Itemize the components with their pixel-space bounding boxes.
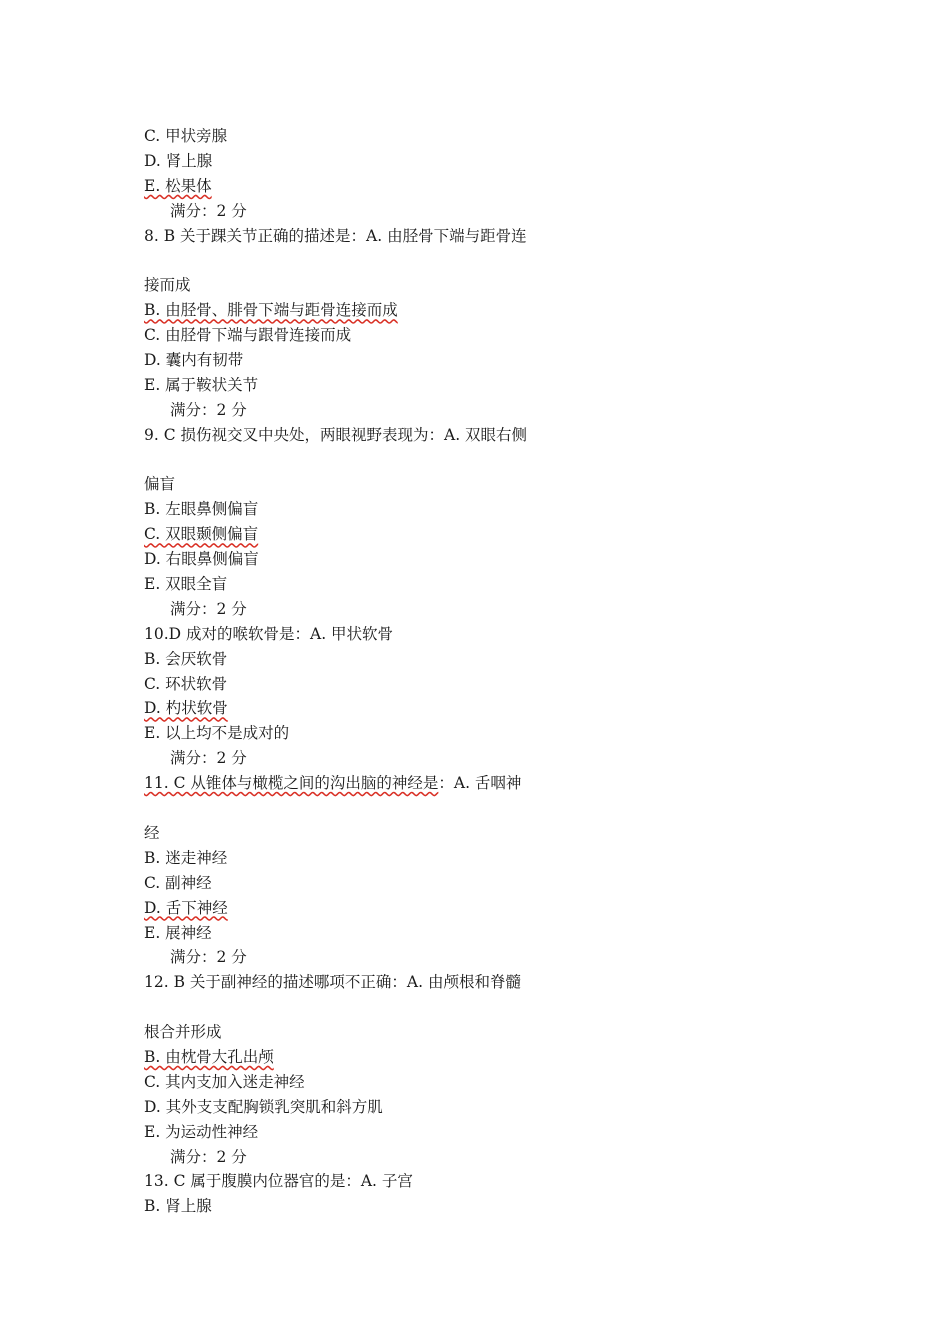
question-text: 9. C 损伤视交叉中央处，两眼视野表现为：A. 双眼右侧 — [144, 425, 528, 444]
option-line — [144, 273, 824, 298]
score-text: 满分：2 分 — [170, 599, 247, 618]
blank-line — [144, 796, 824, 821]
correct-answer-line — [144, 1045, 824, 1070]
option-line — [144, 647, 824, 672]
blank-line — [144, 995, 824, 1020]
option-text: 接而成 — [144, 276, 191, 295]
option-text: E. 为运动性神经 — [144, 1122, 259, 1141]
option-line — [144, 1095, 824, 1120]
question-text: 12. B 关于副神经的描述哪项不正确：A. 由颅根和脊髓 — [144, 973, 521, 992]
score-text: 满分：2 分 — [170, 400, 247, 419]
score-line — [144, 199, 824, 224]
blank-line — [144, 248, 824, 273]
option-text: D. 右眼鼻侧偏盲 — [144, 550, 259, 569]
option-text: C. 甲状旁腺 — [144, 127, 228, 145]
option-line — [144, 547, 824, 572]
correct-answer-text: D. 杓状软骨 — [144, 699, 228, 718]
correct-answer-line — [144, 896, 824, 921]
option-line — [144, 472, 824, 497]
option-line — [144, 497, 824, 522]
correct-answer-text: B. 由胫骨、腓骨下端与距骨连接而成 — [144, 301, 398, 320]
option-text: E. 展神经 — [144, 923, 212, 942]
option-text: C. 其内支加入迷走神经 — [144, 1072, 305, 1091]
option-text: B. 肾上腺 — [144, 1197, 212, 1216]
option-text: B. 会厌软骨 — [144, 649, 228, 668]
option-line — [144, 1070, 824, 1095]
score-line — [144, 1145, 824, 1170]
option-text: E. 以上均不是成对的 — [144, 724, 290, 743]
score-line — [144, 398, 824, 423]
score-line — [144, 597, 824, 622]
option-line — [144, 821, 824, 846]
option-text: 偏盲 — [144, 475, 176, 494]
score-text: 满分：2 分 — [170, 749, 247, 768]
option-line — [144, 846, 824, 871]
option-text: D. 肾上腺 — [144, 151, 213, 170]
option-line — [144, 373, 824, 398]
option-text: D. 其外支支配胸锁乳突肌和斜方肌 — [144, 1097, 383, 1116]
correct-answer-line — [144, 522, 824, 547]
option-line — [144, 149, 824, 174]
score-text: 满分：2 分 — [170, 201, 247, 220]
option-text: B. 左眼鼻侧偏盲 — [144, 500, 259, 519]
score-line — [144, 945, 824, 970]
option-text: B. 迷走神经 — [144, 848, 228, 867]
correct-answer-line — [144, 696, 824, 721]
option-line — [144, 921, 824, 946]
score-text: 满分：2 分 — [170, 948, 247, 967]
question-line — [144, 771, 824, 796]
score-text: 满分：2 分 — [170, 1147, 247, 1166]
option-line — [144, 572, 824, 597]
question-text: 13. C 属于腹膜内位器官的是：A. 子宫 — [144, 1172, 413, 1191]
question-text: 8. B 关于踝关节正确的描述是：A. 由胫骨下端与距骨连 — [144, 226, 527, 245]
correct-answer-line — [144, 174, 824, 199]
option-text: E. 双眼全盲 — [144, 575, 228, 594]
question-line — [144, 622, 824, 647]
option-text: C. 由胫骨下端与跟骨连接而成 — [144, 326, 352, 345]
score-line — [144, 746, 824, 771]
correct-answer-text: E. 松果体 — [144, 176, 212, 195]
option-line — [144, 1194, 824, 1219]
question-line — [144, 224, 824, 249]
correct-answer-text: C. 双眼颞侧偏盲 — [144, 525, 259, 544]
option-line — [144, 1020, 824, 1045]
option-line — [144, 124, 824, 149]
option-line — [144, 1120, 824, 1145]
option-line — [144, 348, 824, 373]
option-line — [144, 871, 824, 896]
question-line — [144, 970, 824, 995]
correct-answer-line — [144, 298, 824, 323]
option-text: C. 环状软骨 — [144, 674, 228, 693]
question-line — [144, 423, 824, 448]
question-line — [144, 1169, 824, 1194]
question-text: 10.D 成对的喉软骨是：A. 甲状软骨 — [144, 624, 394, 643]
option-line — [144, 672, 824, 697]
question-text: ：A. 舌咽神 — [438, 774, 522, 793]
option-text: D. 囊内有韧带 — [144, 351, 244, 370]
option-text: 经 — [144, 823, 160, 842]
correct-answer-text: D. 舌下神经 — [144, 898, 228, 917]
option-line — [144, 721, 824, 746]
option-text: C. 副神经 — [144, 873, 212, 892]
option-text: E. 属于鞍状关节 — [144, 375, 259, 394]
document-body — [144, 124, 824, 1219]
correct-answer-text: B. 由枕骨大孔出颅 — [144, 1047, 274, 1066]
option-line — [144, 323, 824, 348]
blank-line — [144, 448, 824, 473]
option-text: 根合并形成 — [144, 1023, 222, 1042]
underlined-question-text: 11. C 从锥体与橄榄之间的沟出脑的神经是 — [144, 774, 439, 793]
